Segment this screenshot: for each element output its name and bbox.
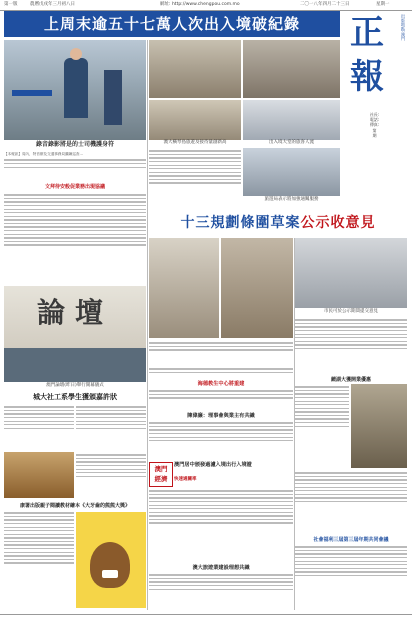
header-bar xyxy=(0,0,412,11)
story7-body-2 xyxy=(149,420,293,460)
info-line-3: 傳真: xyxy=(369,122,380,128)
info-line-2: 電話: xyxy=(369,117,380,123)
story1-body xyxy=(4,192,146,282)
photo-gate xyxy=(243,148,340,196)
story10-body xyxy=(149,572,293,610)
story2-body xyxy=(149,148,241,208)
story3-body xyxy=(295,317,407,373)
photo-crowd-2 xyxy=(243,40,340,98)
date: 二〇一八年四月二十三日 xyxy=(300,2,350,7)
photo-crowd-1 xyxy=(149,40,241,98)
caption-hall: 出入境大堂的旅客人流 xyxy=(269,140,314,145)
footer-bar xyxy=(0,614,412,625)
story1-lead-text: 【本報訊】周內，特首辦及交通事務局繼續巡查... xyxy=(4,152,83,156)
logo-char-2: 報 xyxy=(350,57,384,97)
story9-title: 澳門居中頒發過濾入境出行入境證 xyxy=(174,462,252,468)
weekday: 星期一 xyxy=(376,2,390,7)
story11-body xyxy=(295,544,407,610)
photo-hall xyxy=(243,100,340,140)
story3-body-2 xyxy=(149,340,293,364)
story7-title1: 海德教生中心將重建 xyxy=(197,381,245,387)
photo-students xyxy=(4,452,74,498)
story3-headline-blue: 十三規劃條圍草案 xyxy=(180,215,301,231)
story5-body xyxy=(4,404,74,450)
forum-sign: 論壇 xyxy=(36,296,113,329)
story7-body xyxy=(149,388,293,412)
caption-street: 市民可於公示期間提交意見 xyxy=(324,309,378,314)
badge-line-2: 經濟 xyxy=(154,475,168,483)
page-label: 第一版 xyxy=(4,2,18,7)
story5-body-3 xyxy=(76,452,146,498)
story6-title: 康署出版親子閱讀教材繪本《大牙齒的熊熊大獎》 xyxy=(19,503,130,509)
story3-headline-red: 公示收意見 xyxy=(300,215,376,231)
info-line-4: 第 xyxy=(372,127,377,133)
story11-intro xyxy=(295,470,407,534)
photo-book-cover xyxy=(76,512,146,608)
photo-building-1 xyxy=(149,238,219,338)
main-headline: 上周末逾五十七萬人次出入境破紀錄 xyxy=(4,11,340,37)
masthead-logo xyxy=(343,11,391,111)
story1-title: 文拜待安般促業務出現協議 xyxy=(44,184,105,190)
caption-crowd: 澳大橫琴島旅遊及接待量創新高 xyxy=(163,140,227,145)
caption-gate: 旅遊局表示將加強通關服務 xyxy=(264,197,319,202)
info-line-1: 社長: xyxy=(369,112,380,117)
caption-officer: 錄音錄影將是的士司機護身符 xyxy=(35,141,114,148)
story5-body-2 xyxy=(76,404,146,450)
story7-title2: 陳偉廉：理事會與業主有共識 xyxy=(187,413,255,419)
story5-title: 城大社工系學生獲頒嘉許狀 xyxy=(33,392,117,401)
story10-title: 澳大旅遊業建設理想共識 xyxy=(192,565,250,571)
story9-body xyxy=(149,488,293,560)
masthead-line-0: 出版地點:澳門 xyxy=(401,14,406,41)
column-rule-2 xyxy=(294,238,295,610)
story1-lead xyxy=(4,152,146,182)
photo-crowd-3 xyxy=(149,100,241,140)
column-rule-1 xyxy=(147,40,148,610)
photo-officer xyxy=(4,40,146,140)
photo-shop xyxy=(351,384,407,468)
story3-headline xyxy=(149,212,407,234)
story8-title: 鏡湖大獲開業優惠 xyxy=(330,377,371,383)
info-line-5: 期 xyxy=(372,132,377,138)
story6-body xyxy=(4,510,74,610)
masthead-info xyxy=(343,112,406,202)
photo-building-2 xyxy=(221,238,293,338)
story11-title: 社會福利三屆第三屆年期共同會議 xyxy=(313,537,389,543)
story7-intro xyxy=(149,366,293,380)
badge-line-1: 澳門 xyxy=(154,465,168,473)
story8-body xyxy=(295,384,349,468)
economy-badge xyxy=(149,462,173,487)
site-url[interactable]: 網址: http://www.chengpou.com.mo xyxy=(160,2,240,7)
lunar-date: 農曆戊戌年三月初八日 xyxy=(30,2,75,7)
logo-char-1: 正 xyxy=(350,13,384,53)
story9-subtitle: 快速通關率 xyxy=(174,477,197,482)
photo-forum xyxy=(4,286,146,382)
photo-street xyxy=(295,238,407,308)
caption-forum: 澳門論壇(昨日)舉行開幕儀式 xyxy=(46,383,104,388)
